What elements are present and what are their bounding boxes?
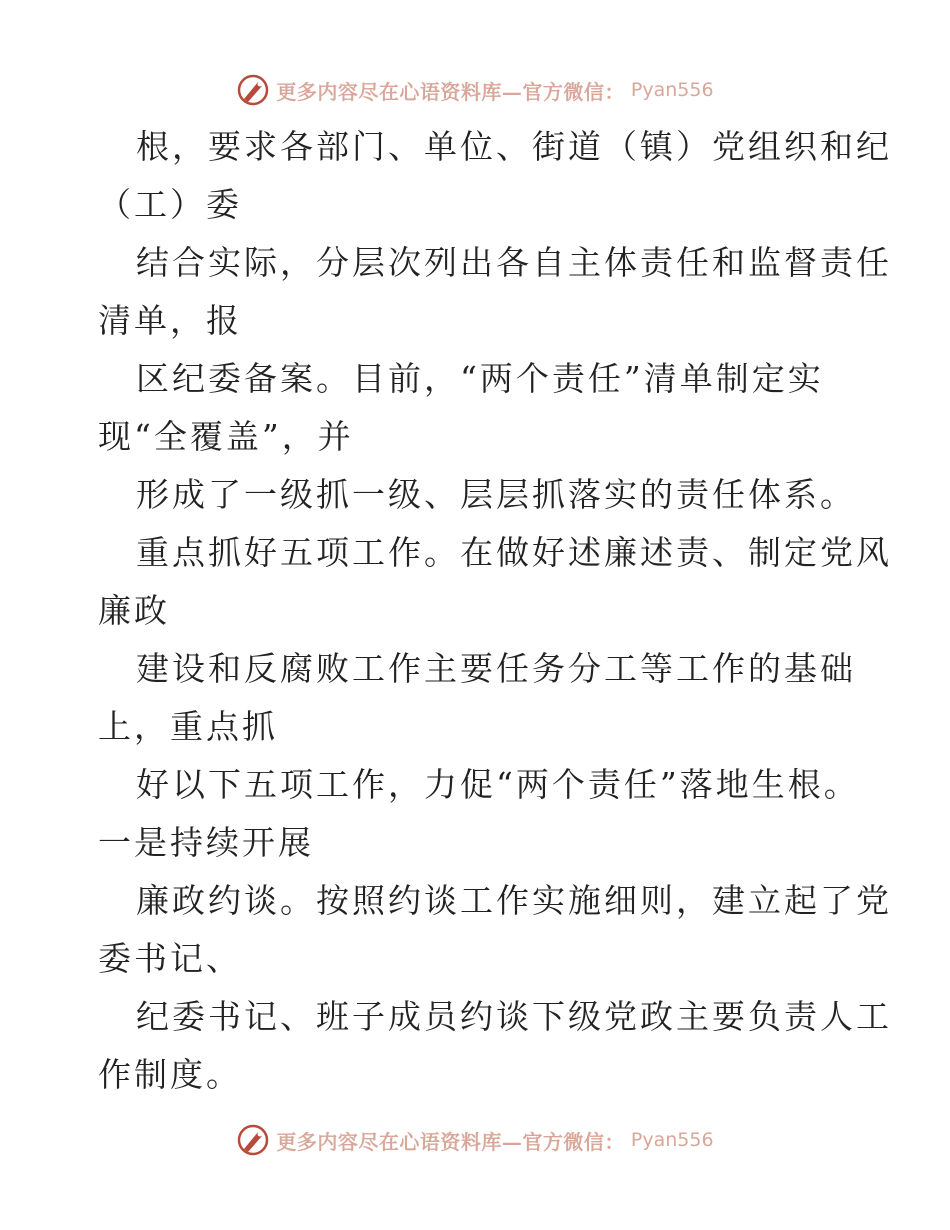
document-body	[98, 118, 892, 1104]
banner-handle: Pyan556	[630, 79, 714, 101]
text-line: 重点抓好五项工作。在做好述廉述责、制定党风	[136, 533, 892, 572]
text-line: 廉政约谈。按照约谈工作实施细则，建立起了党	[136, 881, 892, 920]
text-line: 建设和反腐败工作主要任务分工等工作的基础	[136, 649, 856, 688]
text-line: 一是持续开展	[98, 823, 314, 862]
text-line: 作制度。	[98, 1055, 242, 1094]
text-line: 区纪委备案。目前，“两个责任”清单制定实	[136, 359, 824, 398]
text-line: 形成了一级抓一级、层层抓落实的责任体系。	[136, 475, 856, 514]
text-line: 上，重点抓	[98, 707, 278, 746]
text-line: （工）委	[98, 185, 242, 224]
text-line: 好以下五项工作，力促“两个责任”落地生根。	[136, 765, 860, 804]
text-line: 根，要求各部门、单位、街道（镇）党组织和纪	[136, 127, 892, 166]
banner-handle: Pyan556	[630, 1129, 714, 1151]
text-line: 现“全覆盖”，并	[98, 417, 354, 456]
header-banner	[0, 72, 950, 108]
text-line: 廉政	[98, 591, 170, 630]
pen-logo-icon	[236, 1123, 270, 1157]
text-line: 纪委书记、班子成员约谈下级党政主要负责人工	[136, 997, 892, 1036]
text-line: 清单，报	[98, 301, 242, 340]
text-line: 委书记、	[98, 939, 242, 978]
text-line: 结合实际，分层次列出各自主体责任和监督责任	[136, 243, 892, 282]
banner-text: 更多内容尽在心语资料库—官方微信：	[276, 1129, 625, 1154]
footer-banner	[0, 1122, 950, 1158]
pen-logo-icon	[236, 73, 270, 107]
banner-text: 更多内容尽在心语资料库—官方微信：	[276, 79, 625, 104]
